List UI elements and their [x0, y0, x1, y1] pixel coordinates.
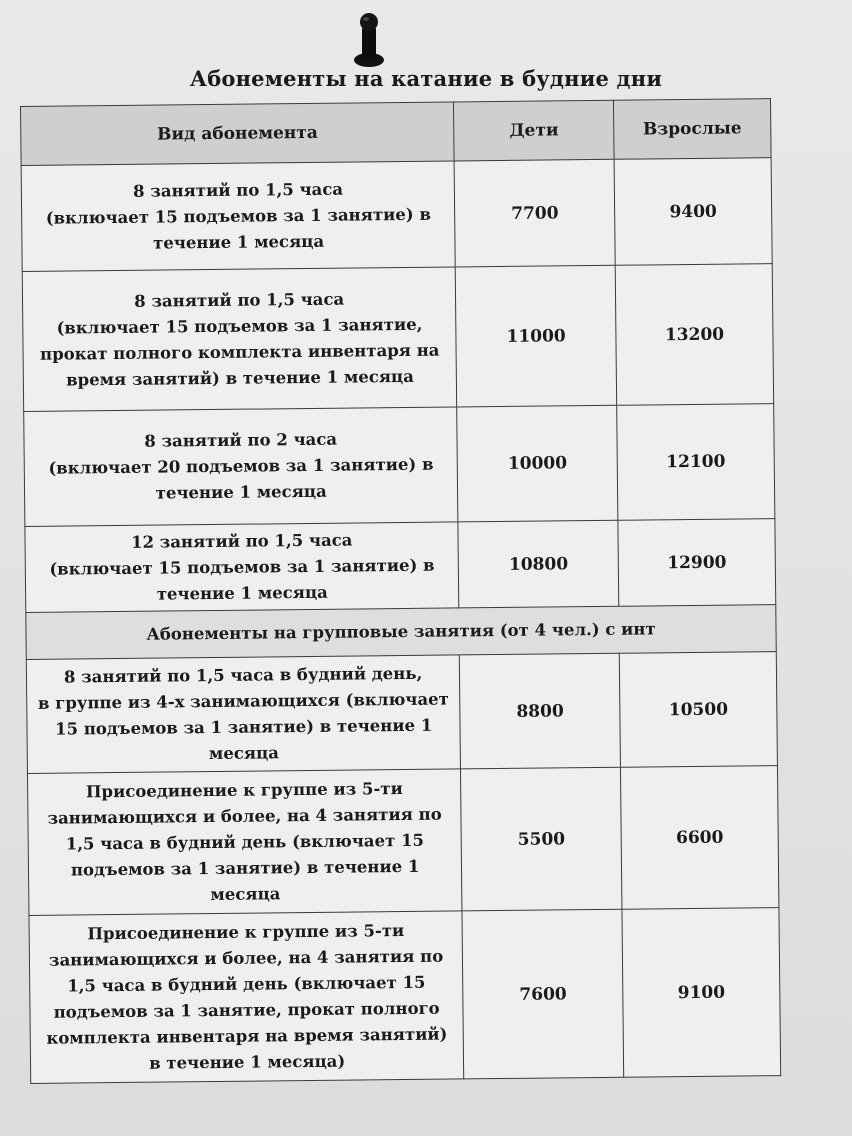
header-type: Вид абонемента [21, 102, 455, 166]
row-description: 8 занятий по 1,5 часа (включает 15 подъемов за 1 занятие) в течение 1 месяца [21, 161, 455, 272]
price-kids: 7700 [454, 159, 615, 267]
row-description: Присоединение к группе из 5-ти занимающихся и более, на 4 занятия по 1,5 часа в будний день (включает 15 подъемов за 1 занятие, прокат полного комплекта инвентаря на время занятий) в течение 1 месяца) [29, 911, 464, 1084]
row-description: 12 занятий по 1,5 часа (включает 15 подъемов за 1 занятие) в течение 1 месяца [25, 522, 459, 613]
table-header-row [21, 99, 772, 166]
table-row [24, 404, 775, 527]
table-row [25, 519, 776, 613]
price-adults: 6600 [621, 766, 779, 910]
price-kids: 10800 [458, 520, 619, 608]
price-kids: 5500 [461, 767, 622, 911]
push-pin-icon [352, 10, 386, 68]
page-title: Абонементы на катание в будние дни [189, 66, 663, 91]
header-adults: Взрослые [614, 99, 772, 160]
price-adults: 9400 [614, 158, 772, 266]
price-adults: 10500 [619, 652, 777, 768]
price-adults: 13200 [615, 264, 773, 406]
section-row [26, 605, 776, 660]
price-kids: 7600 [462, 909, 624, 1079]
price-adults: 9100 [622, 908, 781, 1078]
price-kids: 8800 [460, 653, 621, 769]
price-adults: 12100 [617, 404, 775, 521]
row-description: 8 занятий по 2 часа (включает 20 подъемов за 1 занятие) в течение 1 месяца [24, 407, 459, 527]
price-kids: 10000 [457, 405, 618, 522]
price-kids: 11000 [456, 265, 617, 407]
price-table [20, 98, 781, 1084]
header-kids: Дети [454, 100, 614, 161]
row-description: Присоединение к группе из 5-ти занимающихся и более, на 4 занятия по 1,5 часа в будний день (включает 15 подъемов за 1 занятие) в течение 1 месяца [27, 769, 462, 916]
row-description: 8 занятий по 1,5 часа (включает 15 подъемов за 1 занятие, прокат полного комплекта инвентаря на время занятий) в течение 1 месяца [22, 267, 457, 412]
section-title: Абонементы на групповые занятия (от 4 чел.) с инт [26, 605, 776, 660]
table-row [22, 264, 773, 412]
row-description: 8 занятий по 1,5 часа в будний день, в группе из 4-х занимающихся (включает 15 подъемов за 1 занятие) в течение 1 месяца [26, 655, 460, 774]
price-adults: 12900 [618, 519, 776, 607]
table-row [21, 158, 772, 272]
table-row [27, 766, 778, 916]
table-row [29, 908, 781, 1084]
table-row [26, 652, 777, 774]
